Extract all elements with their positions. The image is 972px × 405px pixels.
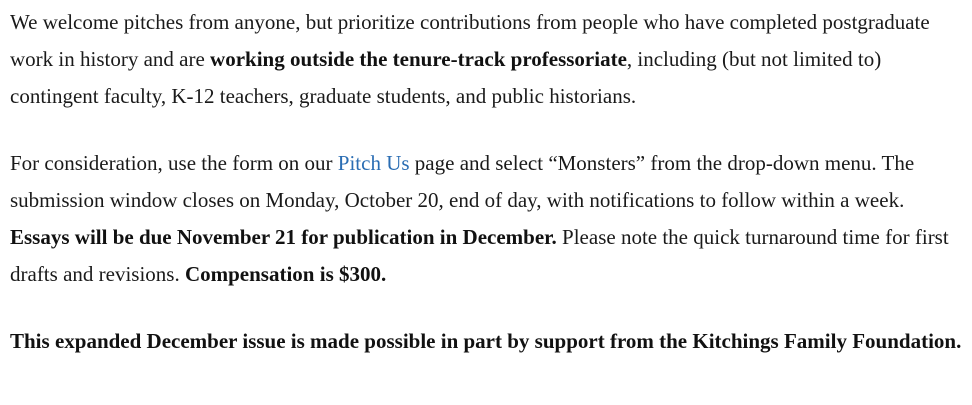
eligibility-paragraph xyxy=(10,4,965,115)
eligibility-text-intro: We welcome pitches from anyone, but prioritize contributions from people who have completed postgraduate work in history and are xyxy=(10,10,930,71)
eligibility-text-outro: , including (but not limited to) contingent faculty, K-12 teachers, graduate students, and public historians. xyxy=(10,47,882,108)
eligibility-emphasis: working outside the tenure-track professoriate xyxy=(210,47,627,71)
turnaround-text: Please note the quick turnaround time for first drafts and revisions. xyxy=(10,225,949,286)
submission-text-intro: For consideration, use the form on our xyxy=(10,151,338,175)
compensation-emphasis: Compensation is $300. xyxy=(184,262,387,286)
deadline-emphasis: Essays will be due November 21 for publication in December. xyxy=(10,225,557,249)
pitch-us-link[interactable]: Pitch Us xyxy=(337,151,410,175)
sponsor-paragraph xyxy=(10,323,965,360)
submission-paragraph xyxy=(10,145,965,293)
submission-text-details: page and select “Monsters” from the drop-down menu. The submission window closes on Monday, October 20, end of day, with notifications to follow within a week. xyxy=(10,151,915,212)
sponsor-statement: This expanded December issue is made possible in part by support from the Kitchings Family Foundation. xyxy=(10,329,962,353)
article-body xyxy=(10,4,965,360)
